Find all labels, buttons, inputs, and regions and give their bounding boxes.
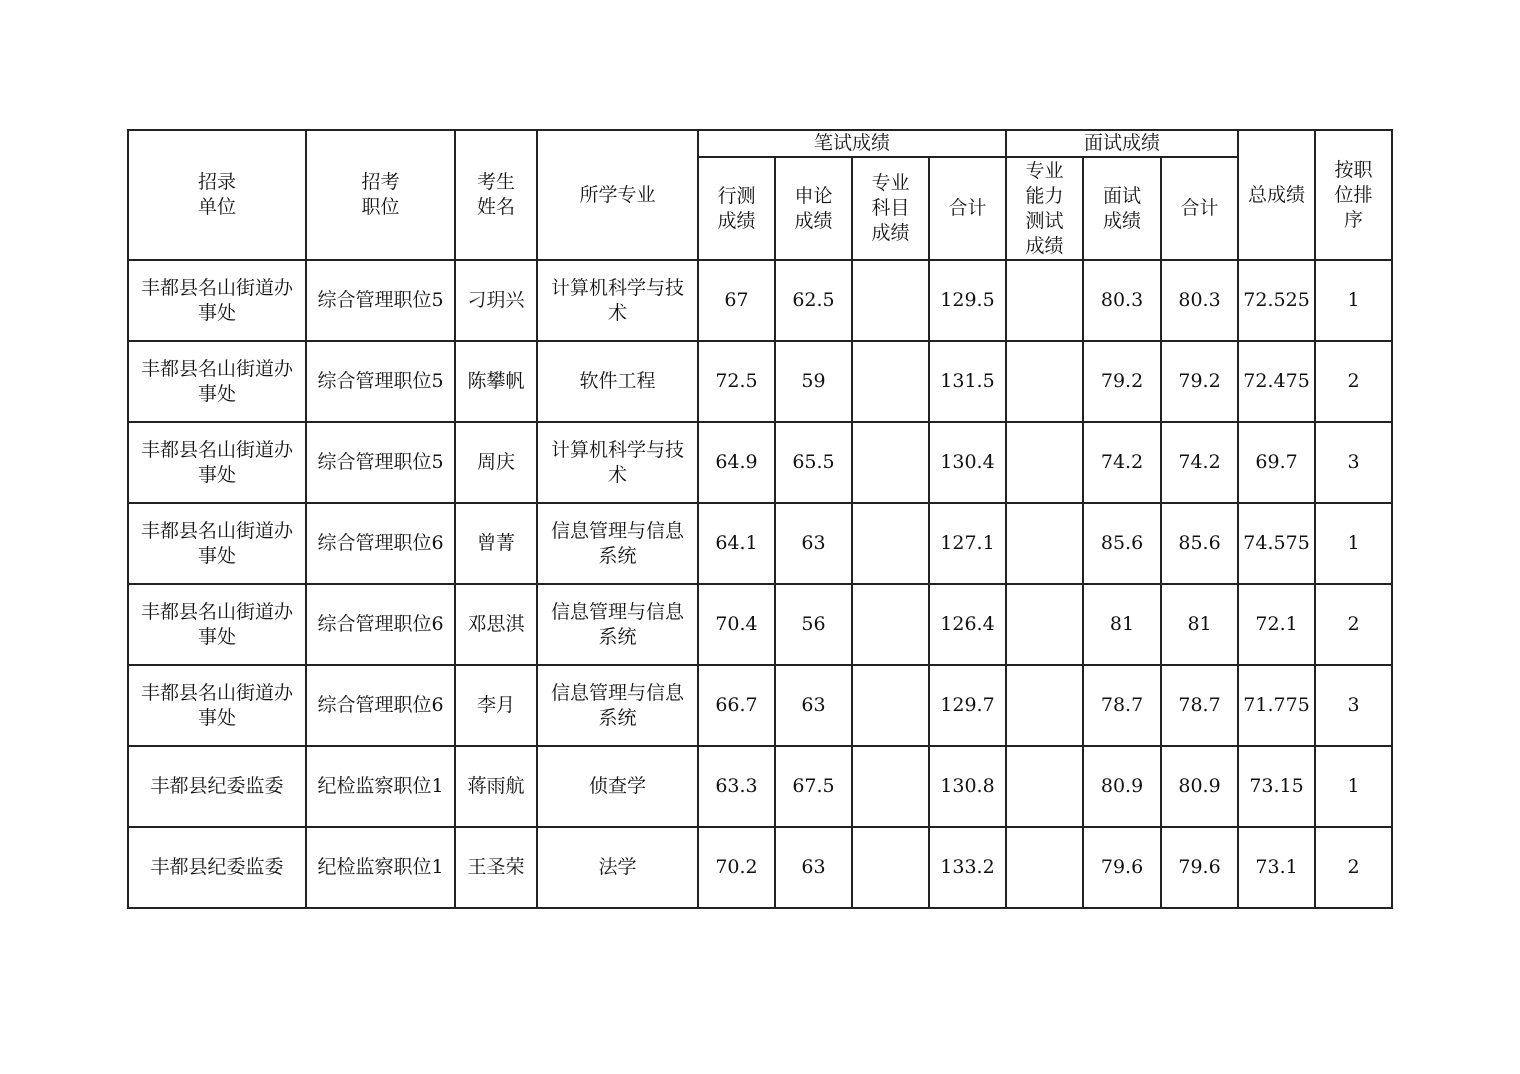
cell-total: 72.475	[1238, 341, 1315, 422]
header-interview: 面试 成绩	[1083, 157, 1161, 260]
cell-written-total: 127.1	[929, 503, 1006, 584]
cell-rank: 2	[1315, 584, 1392, 665]
cell-rank: 3	[1315, 665, 1392, 746]
cell-interview-total: 78.7	[1161, 665, 1238, 746]
header-interview-total: 合计	[1161, 157, 1238, 260]
cell-major: 计算机科学与技 术	[537, 422, 698, 503]
cell-professional	[852, 827, 929, 908]
table-body	[128, 260, 1392, 908]
cell-total: 72.525	[1238, 260, 1315, 341]
cell-professional	[852, 260, 929, 341]
cell-written-total: 131.5	[929, 341, 1006, 422]
cell-interview-total: 79.6	[1161, 827, 1238, 908]
cell-major: 信息管理与信息 系统	[537, 584, 698, 665]
cell-total: 72.1	[1238, 584, 1315, 665]
cell-unit: 丰都县名山街道办 事处	[128, 503, 306, 584]
cell-name: 周庆	[455, 422, 537, 503]
header-position: 招考 职位	[306, 130, 455, 260]
cell-unit: 丰都县纪委监委	[128, 827, 306, 908]
cell-major: 信息管理与信息 系统	[537, 665, 698, 746]
cell-xingce: 70.4	[698, 584, 775, 665]
cell-ability	[1006, 503, 1083, 584]
cell-unit: 丰都县名山街道办 事处	[128, 422, 306, 503]
table-row	[128, 341, 1392, 422]
cell-major: 法学	[537, 827, 698, 908]
cell-ability	[1006, 260, 1083, 341]
cell-interview-total: 80.9	[1161, 746, 1238, 827]
cell-interview: 81	[1083, 584, 1161, 665]
cell-unit: 丰都县名山街道办 事处	[128, 584, 306, 665]
cell-unit: 丰都县名山街道办 事处	[128, 665, 306, 746]
table-row	[128, 503, 1392, 584]
cell-xingce: 70.2	[698, 827, 775, 908]
cell-xingce: 63.3	[698, 746, 775, 827]
cell-total: 73.1	[1238, 827, 1315, 908]
cell-professional	[852, 584, 929, 665]
score-table	[127, 129, 1393, 909]
cell-position: 综合管理职位5	[306, 341, 455, 422]
table-header	[128, 130, 1392, 260]
cell-interview: 85.6	[1083, 503, 1161, 584]
cell-name: 邓思淇	[455, 584, 537, 665]
cell-shenlun: 63	[775, 665, 852, 746]
cell-shenlun: 63	[775, 827, 852, 908]
cell-professional	[852, 665, 929, 746]
cell-ability	[1006, 341, 1083, 422]
cell-shenlun: 56	[775, 584, 852, 665]
cell-rank: 1	[1315, 503, 1392, 584]
cell-name: 曾菁	[455, 503, 537, 584]
cell-xingce: 72.5	[698, 341, 775, 422]
cell-xingce: 64.9	[698, 422, 775, 503]
cell-major: 计算机科学与技 术	[537, 260, 698, 341]
cell-xingce: 66.7	[698, 665, 775, 746]
cell-xingce: 67	[698, 260, 775, 341]
cell-shenlun: 67.5	[775, 746, 852, 827]
cell-major: 软件工程	[537, 341, 698, 422]
cell-written-total: 126.4	[929, 584, 1006, 665]
header-professional: 专业 科目 成绩	[852, 157, 929, 260]
cell-shenlun: 59	[775, 341, 852, 422]
table-row	[128, 584, 1392, 665]
cell-professional	[852, 422, 929, 503]
cell-xingce: 64.1	[698, 503, 775, 584]
cell-interview-total: 80.3	[1161, 260, 1238, 341]
cell-position: 综合管理职位6	[306, 584, 455, 665]
cell-major: 侦查学	[537, 746, 698, 827]
cell-position: 综合管理职位6	[306, 503, 455, 584]
header-written-total: 合计	[929, 157, 1006, 260]
header-shenlun: 申论 成绩	[775, 157, 852, 260]
header-ability: 专业 能力 测试 成绩	[1006, 157, 1083, 260]
header-total: 总成绩	[1238, 130, 1315, 260]
cell-ability	[1006, 422, 1083, 503]
table-row	[128, 746, 1392, 827]
cell-rank: 1	[1315, 260, 1392, 341]
cell-written-total: 129.5	[929, 260, 1006, 341]
header-xingce: 行测 成绩	[698, 157, 775, 260]
cell-unit: 丰都县名山街道办 事处	[128, 260, 306, 341]
cell-position: 综合管理职位6	[306, 665, 455, 746]
cell-professional	[852, 746, 929, 827]
cell-position: 综合管理职位5	[306, 260, 455, 341]
cell-written-total: 129.7	[929, 665, 1006, 746]
cell-interview-total: 85.6	[1161, 503, 1238, 584]
cell-professional	[852, 341, 929, 422]
cell-written-total: 130.4	[929, 422, 1006, 503]
cell-position: 纪检监察职位1	[306, 746, 455, 827]
table-row	[128, 827, 1392, 908]
cell-interview-total: 74.2	[1161, 422, 1238, 503]
cell-name: 陈攀帆	[455, 341, 537, 422]
header-name: 考生 姓名	[455, 130, 537, 260]
cell-position: 综合管理职位5	[306, 422, 455, 503]
cell-major: 信息管理与信息 系统	[537, 503, 698, 584]
cell-unit: 丰都县纪委监委	[128, 746, 306, 827]
table-row	[128, 422, 1392, 503]
cell-rank: 2	[1315, 827, 1392, 908]
header-interview-group: 面试成绩	[1006, 130, 1238, 157]
cell-interview: 79.2	[1083, 341, 1161, 422]
header-major: 所学专业	[537, 130, 698, 260]
cell-interview: 80.9	[1083, 746, 1161, 827]
table-row	[128, 665, 1392, 746]
cell-ability	[1006, 827, 1083, 908]
cell-total: 74.575	[1238, 503, 1315, 584]
cell-name: 蒋雨航	[455, 746, 537, 827]
cell-written-total: 130.8	[929, 746, 1006, 827]
header-unit: 招录 单位	[128, 130, 306, 260]
cell-total: 69.7	[1238, 422, 1315, 503]
cell-shenlun: 63	[775, 503, 852, 584]
cell-shenlun: 65.5	[775, 422, 852, 503]
cell-ability	[1006, 665, 1083, 746]
cell-interview-total: 79.2	[1161, 341, 1238, 422]
cell-rank: 2	[1315, 341, 1392, 422]
cell-interview: 80.3	[1083, 260, 1161, 341]
cell-interview: 78.7	[1083, 665, 1161, 746]
cell-shenlun: 62.5	[775, 260, 852, 341]
cell-ability	[1006, 746, 1083, 827]
table-row	[128, 260, 1392, 341]
cell-total: 73.15	[1238, 746, 1315, 827]
cell-position: 纪检监察职位1	[306, 827, 455, 908]
cell-name: 李月	[455, 665, 537, 746]
cell-rank: 1	[1315, 746, 1392, 827]
cell-interview: 74.2	[1083, 422, 1161, 503]
cell-name: 王圣荣	[455, 827, 537, 908]
cell-total: 71.775	[1238, 665, 1315, 746]
cell-name: 刁玥兴	[455, 260, 537, 341]
cell-unit: 丰都县名山街道办 事处	[128, 341, 306, 422]
cell-interview: 79.6	[1083, 827, 1161, 908]
cell-ability	[1006, 584, 1083, 665]
cell-interview-total: 81	[1161, 584, 1238, 665]
cell-rank: 3	[1315, 422, 1392, 503]
cell-written-total: 133.2	[929, 827, 1006, 908]
header-written-group: 笔试成绩	[698, 130, 1006, 157]
cell-professional	[852, 503, 929, 584]
header-rank: 按职 位排 序	[1315, 130, 1392, 260]
